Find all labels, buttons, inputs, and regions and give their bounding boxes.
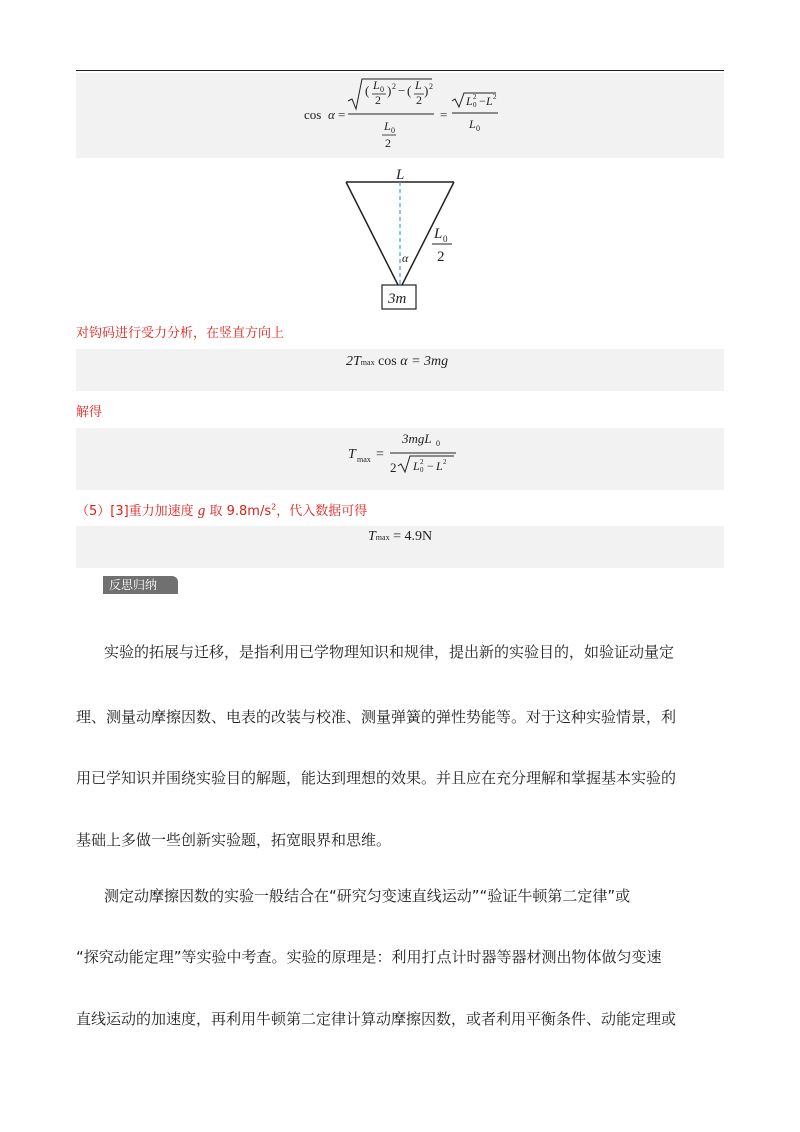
svg-text:=: = [440, 107, 448, 122]
paragraph-line: 实验的拓展与迁移，是指利用已学物理知识和规律，提出新的实验目的，如验证动量定 [104, 643, 675, 661]
paragraph-line: 直线运动的加速度，再利用牛顿第二定律计算动摩擦因数，或者利用平衡条件、动能定理或 [76, 1010, 677, 1028]
mass-label: 3m [388, 291, 407, 307]
paragraph-line: 理、测量动摩擦因数、电表的改装与校准、测量弹簧的弹性势能等。对于这种实验情景，利 [76, 708, 677, 726]
svg-text:0: 0 [420, 466, 424, 474]
header-rule [76, 70, 724, 71]
svg-text:2: 2 [443, 458, 447, 466]
paragraph-line: 基础上多做一些创新实验题，拓宽眼界和思维。 [76, 831, 392, 849]
svg-text:(: ( [407, 83, 412, 98]
reflection-tag: 反思归纳 [103, 576, 178, 594]
svg-text:=: = [376, 447, 384, 462]
svg-text:L: L [384, 119, 391, 133]
formula-cos-alpha [76, 73, 724, 158]
svg-text:2: 2 [416, 93, 422, 107]
svg-text:2: 2 [473, 93, 477, 101]
svg-text:−: − [427, 459, 434, 473]
svg-text:2: 2 [390, 460, 397, 475]
svg-text:2: 2 [420, 458, 424, 466]
alpha-symbol: α [328, 107, 335, 122]
angle-label: α [402, 251, 409, 265]
svg-text:L: L [469, 117, 476, 131]
svg-text:(: ( [365, 83, 370, 98]
svg-text:L: L [413, 459, 420, 473]
svg-text:−: − [479, 94, 486, 108]
formula-result: Tmax = 4.9N [76, 526, 724, 568]
svg-text:L: L [415, 78, 422, 92]
paragraph-line: “探究动能定理”等实验中考查。实验的原理是：利用打点计时器等器材测出物体做匀变速 [76, 948, 662, 966]
svg-text:0: 0 [380, 85, 384, 94]
svg-text:T: T [348, 447, 356, 462]
svg-text:2: 2 [429, 82, 433, 91]
svg-text:−: − [398, 83, 406, 98]
svg-text:0: 0 [443, 234, 448, 244]
top-length-label: L [396, 167, 405, 183]
svg-text:0: 0 [391, 126, 395, 135]
svg-text:L: L [466, 94, 473, 108]
cos-text: cos [304, 107, 322, 122]
svg-text:2: 2 [385, 136, 391, 150]
force-analysis-text: 对钩码进行受力分析，在竖直方向上 [76, 326, 285, 341]
equals-sign: = [338, 107, 346, 122]
paragraph-line: 用已学知识并围绕实验目的解题，能达到理想的效果。并且应在充分理解和掌握基本实验的 [76, 769, 677, 787]
svg-text:): ) [387, 83, 392, 98]
solve-text: 解得 [76, 405, 103, 420]
svg-text:3mgL: 3mgL [402, 431, 432, 446]
svg-text:0: 0 [436, 439, 440, 448]
svg-text:0: 0 [473, 101, 477, 109]
formula-tmax [76, 428, 724, 490]
svg-text:2: 2 [493, 93, 497, 101]
svg-text:max: max [357, 455, 371, 464]
svg-text:L: L [373, 78, 380, 92]
svg-text:L: L [486, 94, 493, 108]
svg-text:): ) [424, 83, 429, 98]
svg-text:2: 2 [375, 93, 381, 107]
svg-text:0: 0 [476, 124, 480, 133]
formula-equilibrium: 2Tmax cos α = 3mg [76, 349, 724, 391]
side-length-label: L [434, 226, 443, 242]
svg-text:2: 2 [437, 249, 445, 265]
svg-text:2: 2 [392, 82, 396, 91]
gravity-text: （5）[3]重力加速度 g 取 $9.8m/s^2$，代入数据可得 [76, 502, 368, 519]
svg-text:L: L [436, 459, 443, 473]
triangle-diagram [340, 165, 470, 315]
paragraph-line: 测定动摩擦因数的实验一般结合在“研究匀变速直线运动”“验证牛顿第二定律”或 [104, 887, 631, 905]
